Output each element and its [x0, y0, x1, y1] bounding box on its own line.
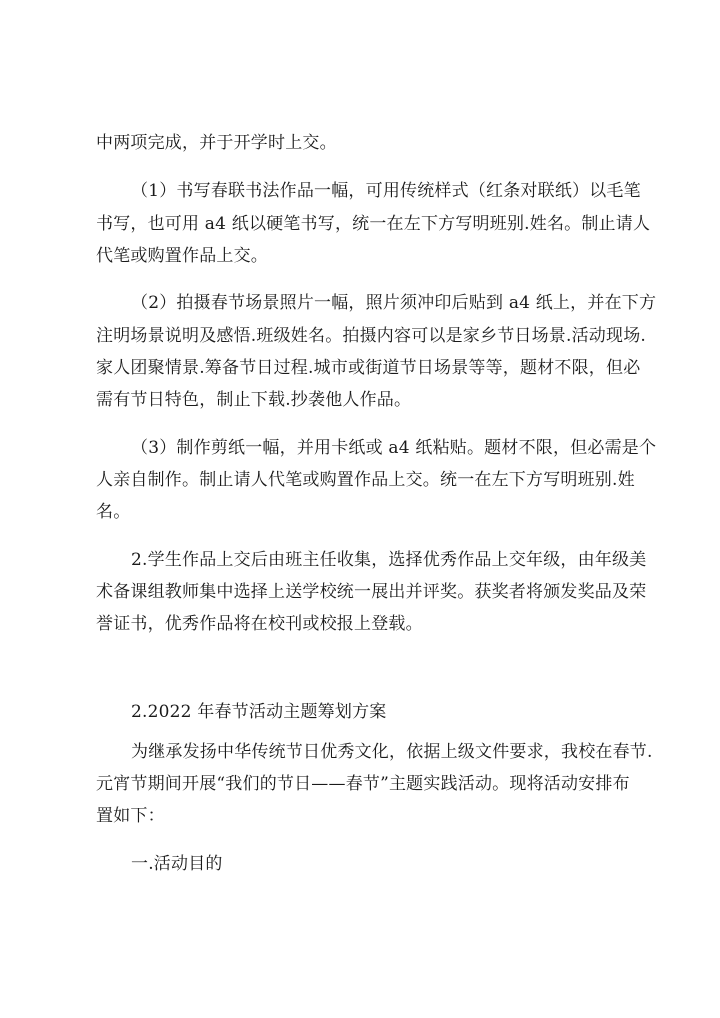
text-line: 代笔或购置作品上交。	[96, 246, 268, 266]
text-line: 为继承发扬中华传统节日优秀文化，依据上级文件要求，我校在春节.	[131, 742, 653, 762]
text-line: 元宵节期间开展“我们的节日——春节”主题实践活动。现将活动安排布	[96, 774, 630, 794]
section-heading: 2.2022 年春节活动主题筹划方案	[131, 702, 387, 722]
text-line: 注明场景说明及感悟.班级姓名。拍摄内容可以是家乡节日场景.活动现场.	[96, 326, 647, 346]
text-line: （3）制作剪纸一幅，并用卡纸或 a4 纸粘贴。题材不限，但必需是个	[131, 438, 657, 458]
text-line: 人亲自制作。制止请人代笔或购置作品上交。统一在左下方写明班别.姓	[96, 470, 635, 490]
text-line: 中两项完成，并于开学时上交。	[96, 133, 337, 153]
text-line: 2.学生作品上交后由班主任收集，选择优秀作品上交年级，由年级美	[131, 550, 647, 570]
text-line: 术备课组教师集中选择上送学校统一展出并评奖。获奖者将颁发奖品及荣	[96, 582, 647, 602]
text-line: 书写，也可用 a4 纸以硬笔书写，统一在左下方写明班别.姓名。制止请人	[96, 214, 651, 234]
text-line: 誉证书，优秀作品将在校刊或校报上登载。	[96, 614, 423, 634]
section-heading: 一.活动目的	[131, 854, 223, 874]
text-line: 需有节日特色，制止下载.抄袭他人作品。	[96, 390, 412, 410]
text-line: （2）拍摄春节场景照片一幅，照片须冲印后贴到 a4 纸上，并在下方	[131, 293, 657, 313]
text-line: 名。	[96, 502, 131, 522]
text-line: （1）书写春联书法作品一幅，可用传统样式（红条对联纸）以毛笔	[131, 181, 641, 201]
text-line: 置如下：	[96, 806, 165, 826]
text-line: 家人团聚情景.筹备节日过程.城市或街道节日场景等等，题材不限，但必	[96, 358, 641, 378]
